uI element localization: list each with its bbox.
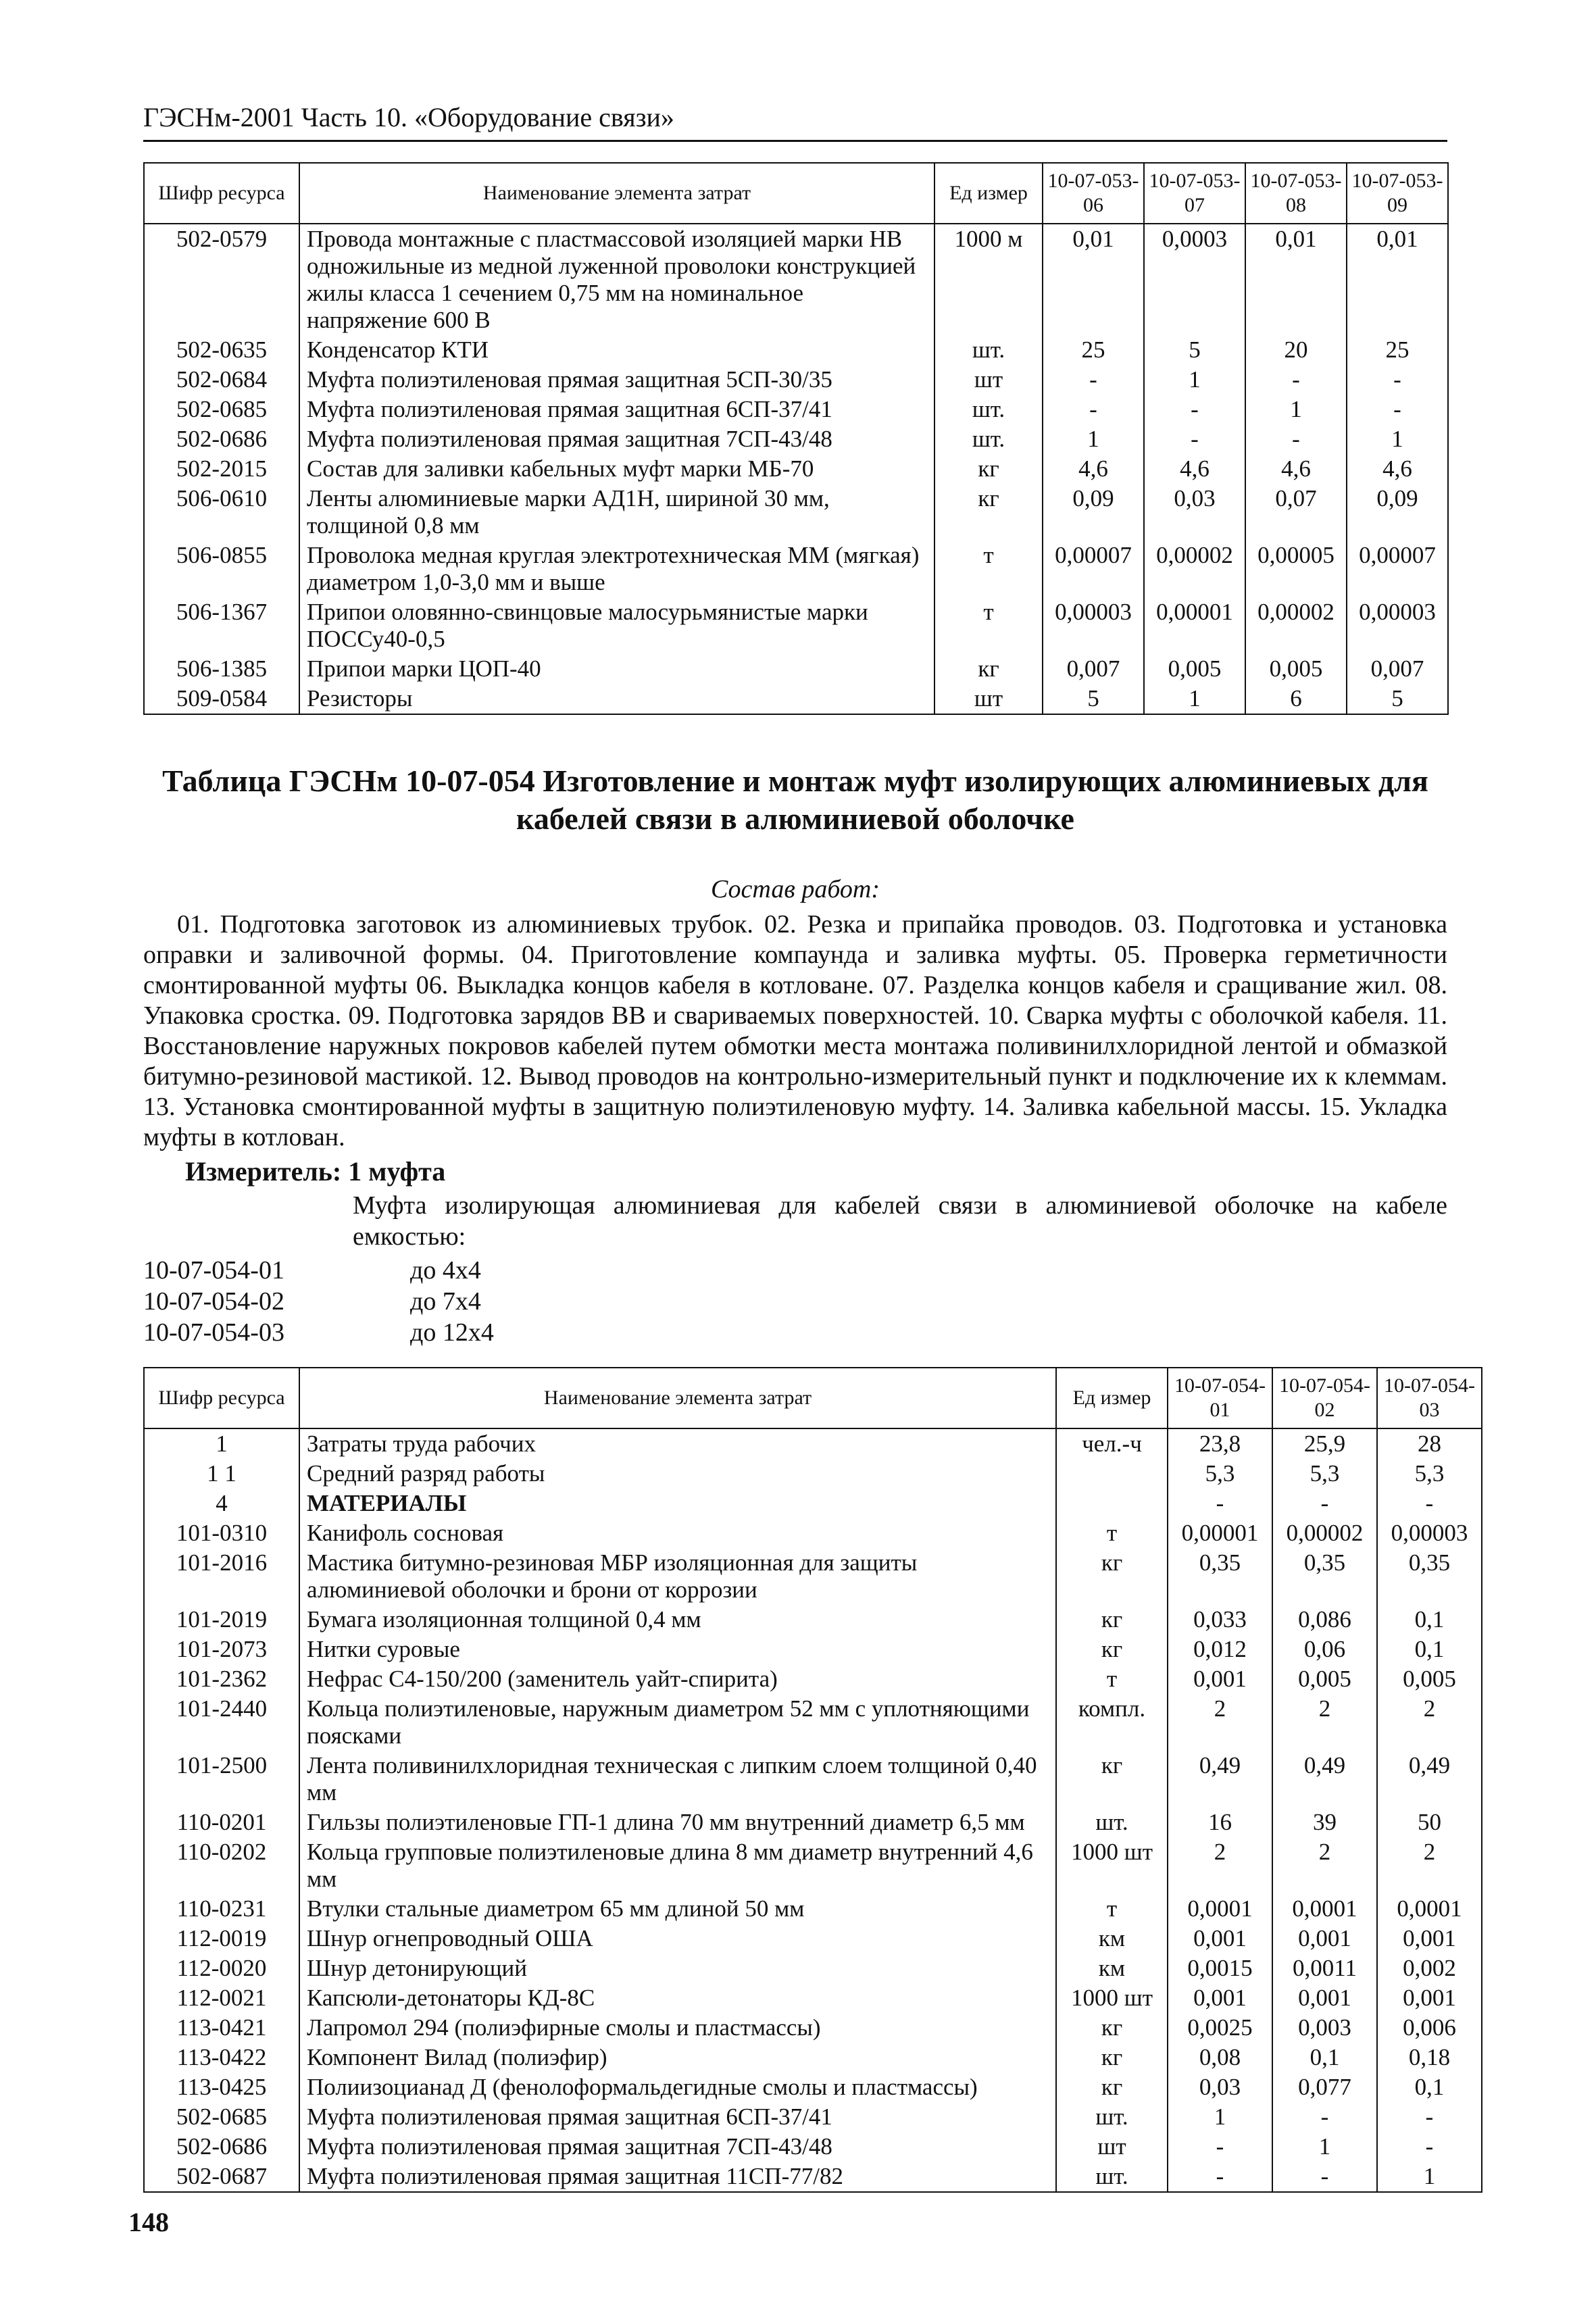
norm-value-cell: - bbox=[1272, 2102, 1377, 2132]
resource-name-cell: Затраты труда рабочих bbox=[299, 1428, 1056, 1459]
unit-cell: т bbox=[934, 541, 1043, 597]
norm-value-cell: - bbox=[1377, 2132, 1482, 2162]
resource-name-cell: Муфта полиэтиленовая прямая защитная 11СП-77/82 bbox=[299, 2162, 1056, 2192]
norm-value-cell: 0,35 bbox=[1377, 1548, 1482, 1605]
resource-name-cell: Муфта полиэтиленовая прямая защитная 6СП-37/41 bbox=[299, 2102, 1056, 2132]
norm-value-cell: 0,00003 bbox=[1043, 597, 1144, 654]
resource-name-cell: Кольца полиэтиленовые, наружным диаметром 52 мм с уплотняющими поясками bbox=[299, 1694, 1056, 1751]
norm-value-cell: 0,0003 bbox=[1144, 224, 1245, 335]
column-header-code: Шифр ресурса bbox=[144, 163, 299, 224]
resource-code-cell: 101-2016 bbox=[144, 1548, 299, 1605]
norm-value-cell: 0,001 bbox=[1168, 1664, 1272, 1694]
variant-code: 10-07-054-03 bbox=[143, 1318, 284, 1347]
works-description: 01. Подготовка заготовок из алюминиевых трубок. 02. Резка и припайка проводов. 03. Подготовка и установка оправки и заливочной формы. 04. Приготовление компаунда и заливка муфты. 05. Проверка герметичности смонтированной муфты 06. Выкладка концов кабеля в котловане. 07. Разделка концов кабеля и сращивание жил. 08. Упаковка сростка. 09. Подготовка зарядов ВВ и свариваемых поверхностей. 10. Сварка муфты с оболочкой кабеля. 11. Восстановление наружных покровов кабелей путем обмотки места монтажа поливинилхлоридной лентой и обмазкой битумно-резиновой мастикой. 12. Вывод проводов на контрольно-измерительный пункт и подключение их к клеммам. 13. Установка смонтированной муфты в защитную полиэтиленовую муфту. 14. Заливка кабельной массы. 15. Укладка муфты в котлован. bbox=[143, 910, 1447, 1151]
norm-value-cell: 1 bbox=[1168, 2102, 1272, 2132]
norm-value-cell: 0,001 bbox=[1272, 1983, 1377, 2013]
norm-value-cell: 0,0001 bbox=[1377, 1894, 1482, 1924]
resource-name-cell: Мастика битумно-резиновая МБР изоляционная для защиты алюминиевой оболочки и брони от коррозии bbox=[299, 1548, 1056, 1605]
table-title: Таблица ГЭСНм 10-07-054 Изготовление и монтаж муфт изолирующих алюминиевых для кабелей связи в алюминиевой оболочке bbox=[162, 764, 1428, 836]
norm-value-cell: 0,06 bbox=[1272, 1635, 1377, 1664]
unit-cell: т bbox=[1056, 1518, 1168, 1548]
unit-cell: кг bbox=[1056, 1635, 1168, 1664]
resource-name-cell: Муфта полиэтиленовая прямая защитная 7СП-43/48 bbox=[299, 2132, 1056, 2162]
table-row bbox=[144, 2043, 1482, 2072]
unit-cell: 1000 м bbox=[934, 224, 1043, 335]
resource-code-cell: 509-0584 bbox=[144, 684, 299, 714]
column-header-name: Наименование элемента затрат bbox=[299, 1368, 1056, 1428]
norm-value-cell: 0,03 bbox=[1144, 484, 1245, 541]
norm-value-cell: 0,005 bbox=[1272, 1664, 1377, 1694]
table-row bbox=[144, 2072, 1482, 2102]
resource-code-cell: 1 1 bbox=[144, 1459, 299, 1489]
norm-value-cell: 0,0001 bbox=[1272, 1894, 1377, 1924]
table-row bbox=[144, 1953, 1482, 1983]
column-header-norm: 10-07-054-03 bbox=[1377, 1368, 1482, 1428]
norm-value-cell: 0,007 bbox=[1347, 654, 1448, 684]
resource-name-cell: Проволока медная круглая электротехническая ММ (мягкая) диаметром 1,0-3,0 мм и выше bbox=[299, 541, 934, 597]
norm-value-cell: 0,01 bbox=[1043, 224, 1144, 335]
table-row bbox=[144, 1664, 1482, 1694]
resource-name-cell: Муфта полиэтиленовая прямая защитная 6СП-37/41 bbox=[299, 395, 934, 424]
norm-value-cell: - bbox=[1272, 2162, 1377, 2192]
norm-value-cell: 2 bbox=[1272, 1694, 1377, 1751]
norm-value-cell: 5,3 bbox=[1168, 1459, 1272, 1489]
resource-code-cell: 112-0019 bbox=[144, 1924, 299, 1953]
norm-value-cell: - bbox=[1043, 365, 1144, 395]
norm-value-cell: 0,005 bbox=[1377, 1664, 1482, 1694]
norm-value-cell: 0,35 bbox=[1272, 1548, 1377, 1605]
resource-code-cell: 101-2440 bbox=[144, 1694, 299, 1751]
norm-value-cell: 0,01 bbox=[1347, 224, 1448, 335]
norm-value-cell: 4,6 bbox=[1347, 454, 1448, 484]
unit-cell: кг bbox=[1056, 2072, 1168, 2102]
column-header-norm: 10-07-053-06 bbox=[1043, 163, 1144, 224]
table-row bbox=[144, 1428, 1482, 1459]
norm-value-cell: 0,07 bbox=[1245, 484, 1347, 541]
norm-value-cell: 0,006 bbox=[1377, 2013, 1482, 2043]
norm-value-cell: 0,1 bbox=[1377, 2072, 1482, 2102]
variant-text: до 4х4 bbox=[410, 1256, 481, 1285]
norm-value-cell: - bbox=[1168, 2132, 1272, 2162]
norm-value-cell: 0,001 bbox=[1377, 1983, 1482, 2013]
norm-value-cell: 0,01 bbox=[1245, 224, 1347, 335]
norm-value-cell: - bbox=[1144, 424, 1245, 454]
column-header-name: Наименование элемента затрат bbox=[299, 163, 934, 224]
norm-value-cell: 4,6 bbox=[1144, 454, 1245, 484]
unit-cell: шт. bbox=[934, 395, 1043, 424]
norm-value-cell: 0,49 bbox=[1377, 1751, 1482, 1808]
unit-cell: шт bbox=[934, 365, 1043, 395]
resource-name-cell: Втулки стальные диаметром 65 мм длиной 50 мм bbox=[299, 1894, 1056, 1924]
resource-code-cell: 506-0855 bbox=[144, 541, 299, 597]
norm-value-cell: 0,00007 bbox=[1043, 541, 1144, 597]
unit-cell: компл. bbox=[1056, 1694, 1168, 1751]
norm-value-cell: 0,00003 bbox=[1377, 1518, 1482, 1548]
resource-name-cell: Лапромол 294 (полиэфирные смолы и пластмассы) bbox=[299, 2013, 1056, 2043]
unit-cell: км bbox=[1056, 1953, 1168, 1983]
norm-value-cell: 0,18 bbox=[1377, 2043, 1482, 2072]
norm-value-cell: 2 bbox=[1168, 1837, 1272, 1894]
norm-value-cell: 0,0001 bbox=[1168, 1894, 1272, 1924]
table-row bbox=[144, 1751, 1482, 1808]
resource-name-cell: Припои марки ЦОП-40 bbox=[299, 654, 934, 684]
table-row bbox=[144, 1894, 1482, 1924]
norm-value-cell: - bbox=[1245, 365, 1347, 395]
resource-code-cell: 113-0425 bbox=[144, 2072, 299, 2102]
resource-name-cell: Припои оловянно-свинцовые малосурьмянистые марки ПОССу40-0,5 bbox=[299, 597, 934, 654]
norm-value-cell: 0,00002 bbox=[1272, 1518, 1377, 1548]
norm-value-cell: 16 bbox=[1168, 1808, 1272, 1837]
resource-name-cell: Полиизоцианад Д (фенолоформальдегидные смолы и пластмассы) bbox=[299, 2072, 1056, 2102]
norm-value-cell: 0,03 bbox=[1168, 2072, 1272, 2102]
meter-value: 1 муфта bbox=[348, 1156, 446, 1187]
table-row bbox=[144, 1924, 1482, 1953]
norm-value-cell: 0,00001 bbox=[1144, 597, 1245, 654]
resource-code-cell: 1 bbox=[144, 1428, 299, 1459]
norm-value-cell: - bbox=[1043, 395, 1144, 424]
unit-cell: шт. bbox=[934, 424, 1043, 454]
norm-value-cell: 0,1 bbox=[1377, 1605, 1482, 1635]
norm-value-cell: 1 bbox=[1144, 365, 1245, 395]
resource-code-cell: 502-0684 bbox=[144, 365, 299, 395]
resource-name-cell: Ленты алюминиевые марки АД1Н, шириной 30 мм, толщиной 0,8 мм bbox=[299, 484, 934, 541]
table-row bbox=[144, 365, 1448, 395]
norm-value-cell: 0,09 bbox=[1347, 484, 1448, 541]
resource-code-cell: 502-0685 bbox=[144, 395, 299, 424]
unit-cell bbox=[1056, 1489, 1168, 1518]
norm-value-cell: 23,8 bbox=[1168, 1428, 1272, 1459]
table-row bbox=[144, 484, 1448, 541]
norm-value-cell: 0,033 bbox=[1168, 1605, 1272, 1635]
table-row bbox=[144, 1635, 1482, 1664]
meter-label: Измеритель: bbox=[185, 1156, 342, 1187]
resource-code-cell: 4 bbox=[144, 1489, 299, 1518]
resource-table-053 bbox=[143, 162, 1449, 715]
table-row bbox=[144, 224, 1448, 335]
table-row bbox=[144, 2013, 1482, 2043]
resource-table-054 bbox=[143, 1367, 1482, 2193]
norm-value-cell: 0,00002 bbox=[1245, 597, 1347, 654]
table-row bbox=[144, 1605, 1482, 1635]
norm-value-cell: 4,6 bbox=[1245, 454, 1347, 484]
resource-code-cell: 502-2015 bbox=[144, 454, 299, 484]
unit-cell: 1000 шт bbox=[1056, 1837, 1168, 1894]
norm-value-cell: 2 bbox=[1168, 1694, 1272, 1751]
norm-value-cell: 0,012 bbox=[1168, 1635, 1272, 1664]
unit-cell: шт. bbox=[1056, 2102, 1168, 2132]
table-row bbox=[144, 2102, 1482, 2132]
document-page bbox=[143, 101, 1475, 2193]
resource-name-cell: Средний разряд работы bbox=[299, 1459, 1056, 1489]
resource-code-cell: 506-1367 bbox=[144, 597, 299, 654]
norm-value-cell: 1 bbox=[1144, 684, 1245, 714]
variant-row bbox=[143, 1317, 1447, 1348]
resource-name-cell: Резисторы bbox=[299, 684, 934, 714]
resource-code-cell: 101-2019 bbox=[144, 1605, 299, 1635]
norm-value-cell: 0,005 bbox=[1144, 654, 1245, 684]
norm-value-cell: 0,00007 bbox=[1347, 541, 1448, 597]
unit-cell: т bbox=[1056, 1894, 1168, 1924]
norm-value-cell: 25 bbox=[1043, 335, 1144, 365]
norm-value-cell: - bbox=[1168, 1489, 1272, 1518]
unit-cell: кг bbox=[934, 484, 1043, 541]
column-header-code: Шифр ресурса bbox=[144, 1368, 299, 1428]
resource-name-cell: Муфта полиэтиленовая прямая защитная 5СП-30/35 bbox=[299, 365, 934, 395]
norm-value-cell: 25 bbox=[1347, 335, 1448, 365]
unit-cell: шт. bbox=[934, 335, 1043, 365]
resource-name-cell: Шнур детонирующий bbox=[299, 1953, 1056, 1983]
unit-cell: чел.-ч bbox=[1056, 1428, 1168, 1459]
resource-code-cell: 506-1385 bbox=[144, 654, 299, 684]
table-row bbox=[144, 1548, 1482, 1605]
table-header-row bbox=[144, 163, 1448, 224]
variant-row bbox=[143, 1286, 1447, 1317]
unit-cell: кг bbox=[1056, 1548, 1168, 1605]
unit-cell: шт. bbox=[1056, 1808, 1168, 1837]
table-row bbox=[144, 2162, 1482, 2192]
unit-cell: км bbox=[1056, 1924, 1168, 1953]
norm-value-cell: - bbox=[1168, 2162, 1272, 2192]
resource-code-cell: 506-0610 bbox=[144, 484, 299, 541]
norm-value-cell: 0,0011 bbox=[1272, 1953, 1377, 1983]
norm-value-cell: 20 bbox=[1245, 335, 1347, 365]
table-row bbox=[144, 1518, 1482, 1548]
norm-value-cell: 0,35 bbox=[1168, 1548, 1272, 1605]
resource-code-cell: 113-0422 bbox=[144, 2043, 299, 2072]
resource-code-cell: 101-2073 bbox=[144, 1635, 299, 1664]
resource-code-cell: 112-0021 bbox=[144, 1983, 299, 2013]
unit-cell: т bbox=[1056, 1664, 1168, 1694]
norm-value-cell: 0,007 bbox=[1043, 654, 1144, 684]
resource-code-cell: 502-0687 bbox=[144, 2162, 299, 2192]
resource-name-cell: Шнур огнепроводный ОША bbox=[299, 1924, 1056, 1953]
variant-code: 10-07-054-01 bbox=[143, 1256, 284, 1285]
norm-value-cell: 1 bbox=[1245, 395, 1347, 424]
resource-name-cell: Состав для заливки кабельных муфт марки МБ-70 bbox=[299, 454, 934, 484]
resource-name-cell: Кольца групповые полиэтиленовые длина 8 мм диаметр внутренний 4,6 мм bbox=[299, 1837, 1056, 1894]
norm-value-cell: 1 bbox=[1347, 424, 1448, 454]
unit-cell bbox=[1056, 1459, 1168, 1489]
column-header-norm: 10-07-053-09 bbox=[1347, 163, 1448, 224]
norm-value-cell: 5 bbox=[1144, 335, 1245, 365]
variant-text: до 12х4 bbox=[410, 1318, 494, 1347]
norm-value-cell: - bbox=[1347, 365, 1448, 395]
table-row bbox=[144, 454, 1448, 484]
column-header-unit: Ед измер bbox=[934, 163, 1043, 224]
resource-code-cell: 110-0231 bbox=[144, 1894, 299, 1924]
norm-value-cell: - bbox=[1377, 2102, 1482, 2132]
resource-code-cell: 101-0310 bbox=[144, 1518, 299, 1548]
norm-value-cell: 0,002 bbox=[1377, 1953, 1482, 1983]
norm-value-cell: 0,00001 bbox=[1168, 1518, 1272, 1548]
table-row bbox=[144, 541, 1448, 597]
table-row bbox=[144, 1983, 1482, 2013]
resource-name-cell: Бумага изоляционная толщиной 0,4 мм bbox=[299, 1605, 1056, 1635]
variant-row bbox=[143, 1255, 1447, 1286]
norm-value-cell: 0,077 bbox=[1272, 2072, 1377, 2102]
norm-value-cell: 25,9 bbox=[1272, 1428, 1377, 1459]
table-row bbox=[144, 1694, 1482, 1751]
table-row bbox=[144, 1837, 1482, 1894]
unit-cell: шт bbox=[934, 684, 1043, 714]
resource-name-cell: Муфта полиэтиленовая прямая защитная 7СП-43/48 bbox=[299, 424, 934, 454]
unit-cell: кг bbox=[934, 654, 1043, 684]
table-header-row bbox=[144, 1368, 1482, 1428]
resource-name-cell: Лента поливинилхлоридная техническая с липким слоем толщиной 0,40 мм bbox=[299, 1751, 1056, 1808]
unit-cell: кг bbox=[1056, 2013, 1168, 2043]
norm-value-cell: 50 bbox=[1377, 1808, 1482, 1837]
resource-code-cell: 113-0421 bbox=[144, 2013, 299, 2043]
norm-variants bbox=[143, 1255, 1447, 1348]
resource-code-cell: 101-2500 bbox=[144, 1751, 299, 1808]
norm-value-cell: 0,1 bbox=[1377, 1635, 1482, 1664]
table-row bbox=[144, 1808, 1482, 1837]
resource-code-cell: 502-0635 bbox=[144, 335, 299, 365]
norm-value-cell: 0,0025 bbox=[1168, 2013, 1272, 2043]
norm-value-cell: 6 bbox=[1245, 684, 1347, 714]
norm-value-cell: - bbox=[1245, 424, 1347, 454]
variant-text: до 7х4 bbox=[410, 1287, 481, 1316]
table-row bbox=[144, 424, 1448, 454]
norm-value-cell: 0,09 bbox=[1043, 484, 1144, 541]
norm-value-cell: 0,08 bbox=[1168, 2043, 1272, 2072]
norm-value-cell: 0,00002 bbox=[1144, 541, 1245, 597]
norm-value-cell: 0,005 bbox=[1245, 654, 1347, 684]
table-row bbox=[144, 654, 1448, 684]
table-row bbox=[144, 335, 1448, 365]
norm-value-cell: 0,1 bbox=[1272, 2043, 1377, 2072]
table-row bbox=[144, 2132, 1482, 2162]
works-heading: Состав работ: bbox=[710, 875, 880, 903]
norm-value-cell: 5,3 bbox=[1377, 1459, 1482, 1489]
norm-value-cell: 5 bbox=[1043, 684, 1144, 714]
norm-value-cell: 0,49 bbox=[1272, 1751, 1377, 1808]
resource-code-cell: 502-0686 bbox=[144, 424, 299, 454]
table-row bbox=[144, 597, 1448, 654]
norm-value-cell: 0,001 bbox=[1272, 1924, 1377, 1953]
norm-value-cell: 0,001 bbox=[1168, 1924, 1272, 1953]
resource-code-cell: 502-0686 bbox=[144, 2132, 299, 2162]
norm-value-cell: 0,49 bbox=[1168, 1751, 1272, 1808]
norm-value-cell: 0,003 bbox=[1272, 2013, 1377, 2043]
unit-cell: т bbox=[934, 597, 1043, 654]
resource-code-cell: 101-2362 bbox=[144, 1664, 299, 1694]
resource-name-cell: МАТЕРИАЛЫ bbox=[299, 1489, 1056, 1518]
norm-value-cell: 0,001 bbox=[1168, 1983, 1272, 2013]
table-row bbox=[144, 684, 1448, 714]
resource-name-cell: Нефрас С4-150/200 (заменитель уайт-спирита) bbox=[299, 1664, 1056, 1694]
norm-value-cell: - bbox=[1272, 1489, 1377, 1518]
resource-name-cell: Гильзы полиэтиленовые ГП-1 длина 70 мм внутренний диаметр 6,5 мм bbox=[299, 1808, 1056, 1837]
norm-value-cell: 0,00003 bbox=[1347, 597, 1448, 654]
resource-code-cell: 502-0579 bbox=[144, 224, 299, 335]
norm-value-cell: - bbox=[1347, 395, 1448, 424]
norm-value-cell: 1 bbox=[1043, 424, 1144, 454]
norm-value-cell: 2 bbox=[1377, 1837, 1482, 1894]
column-header-norm: 10-07-053-07 bbox=[1144, 163, 1245, 224]
norm-value-cell: 0,0015 bbox=[1168, 1953, 1272, 1983]
norm-value-cell: - bbox=[1377, 1489, 1482, 1518]
norm-value-cell: - bbox=[1144, 395, 1245, 424]
resource-name-cell: Канифоль сосновая bbox=[299, 1518, 1056, 1548]
norm-value-cell: 1 bbox=[1272, 2132, 1377, 2162]
norm-description: Муфта изолирующая алюминиевая для кабелей связи в алюминиевой оболочке на кабеле емкостью: bbox=[353, 1191, 1447, 1251]
resource-name-cell: Провода монтажные с пластмассовой изоляцией марки НВ одножильные из медной луженной проволоки конструкцией жилы класса 1 сечением 0,75 мм на номинальное напряжение 600 В bbox=[299, 224, 934, 335]
variant-code: 10-07-054-02 bbox=[143, 1287, 284, 1316]
norm-value-cell: 4,6 bbox=[1043, 454, 1144, 484]
running-header: ГЭСНм-2001 Часть 10. «Оборудование связи» bbox=[143, 101, 1447, 142]
resource-code-cell: 110-0202 bbox=[144, 1837, 299, 1894]
resource-code-cell: 502-0685 bbox=[144, 2102, 299, 2132]
resource-code-cell: 110-0201 bbox=[144, 1808, 299, 1837]
unit-cell: кг bbox=[1056, 2043, 1168, 2072]
norm-value-cell: 0,086 bbox=[1272, 1605, 1377, 1635]
norm-value-cell: 2 bbox=[1272, 1837, 1377, 1894]
meter-line bbox=[185, 1155, 1447, 1187]
norm-value-cell: 5 bbox=[1347, 684, 1448, 714]
resource-name-cell: Конденсатор КТИ bbox=[299, 335, 934, 365]
resource-name-cell: Компонент Вилад (полиэфир) bbox=[299, 2043, 1056, 2072]
norm-value-cell: 0,00005 bbox=[1245, 541, 1347, 597]
resource-name-cell: Капсюли-детонаторы КД-8С bbox=[299, 1983, 1056, 2013]
norm-value-cell: 2 bbox=[1377, 1694, 1482, 1751]
norm-value-cell: 5,3 bbox=[1272, 1459, 1377, 1489]
unit-cell: шт. bbox=[1056, 2162, 1168, 2192]
table-row bbox=[144, 1459, 1482, 1489]
norm-value-cell: 39 bbox=[1272, 1808, 1377, 1837]
table-row bbox=[144, 1489, 1482, 1518]
unit-cell: кг bbox=[1056, 1751, 1168, 1808]
column-header-norm: 10-07-053-08 bbox=[1245, 163, 1347, 224]
table-row bbox=[144, 395, 1448, 424]
norm-value-cell: 28 bbox=[1377, 1428, 1482, 1459]
page-number: 148 bbox=[128, 2207, 169, 2237]
norm-value-cell: 1 bbox=[1377, 2162, 1482, 2192]
resource-code-cell: 112-0020 bbox=[144, 1953, 299, 1983]
unit-cell: кг bbox=[934, 454, 1043, 484]
unit-cell: кг bbox=[1056, 1605, 1168, 1635]
column-header-unit: Ед измер bbox=[1056, 1368, 1168, 1428]
column-header-norm: 10-07-054-01 bbox=[1168, 1368, 1272, 1428]
unit-cell: 1000 шт bbox=[1056, 1983, 1168, 2013]
unit-cell: шт bbox=[1056, 2132, 1168, 2162]
norm-value-cell: 0,001 bbox=[1377, 1924, 1482, 1953]
column-header-norm: 10-07-054-02 bbox=[1272, 1368, 1377, 1428]
resource-name-cell: Нитки суровые bbox=[299, 1635, 1056, 1664]
